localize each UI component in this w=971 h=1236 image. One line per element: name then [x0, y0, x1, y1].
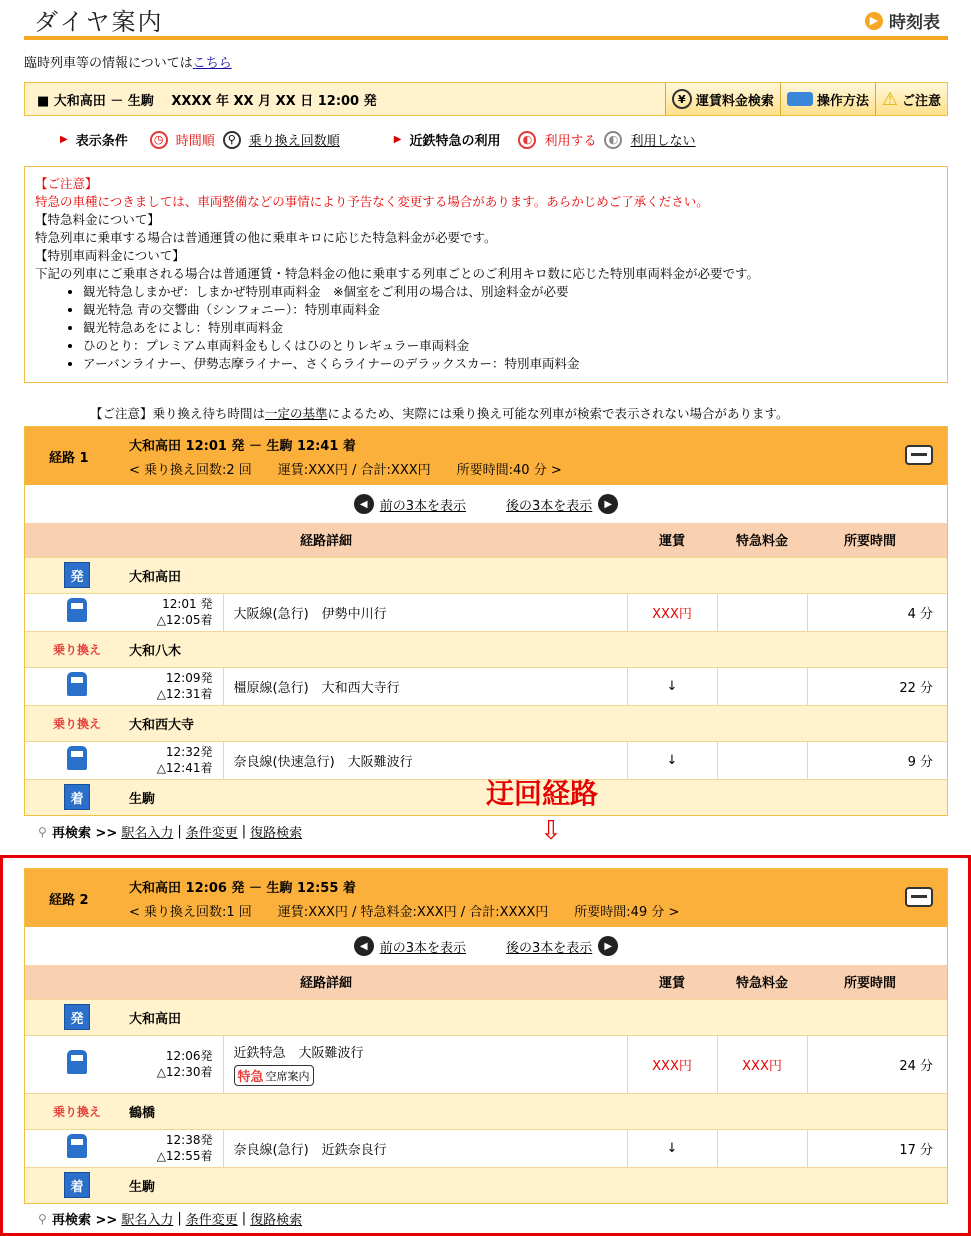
route-header: 経路 1 大和高田 12:01 発 － 生駒 12:41 着 < 乗り換え回数:2 回 運賃:XXX円 / 合計:XXX円 所要時間:40 分 >	[25, 427, 947, 485]
criteria-link[interactable]: 一定の基準	[265, 406, 328, 421]
route-table: 経路詳細 運賃 特急料金 所要時間 発 大和高田 12:06発 △12:30着 近鉄特急 大阪難波行 特急 空席案内 XXX円 XXX円 24 分 乗り換え 鶴橋 12:38発 △12:55着 奈良線(急行) 近鉄奈良行 ↓ 17 分 着 生駒	[25, 965, 947, 1203]
caution-box: 【ご注意】 特急の車種につきましては、車両整備などの事情により予告なく変更する場合があります。あらかじめご了承ください。 【特急料金について】 特急列車に乗車する場合は普通運賃の他に乗車キロに応じた特急料金が必要です。 【特別車両料金について】 下記の列車にご乗車される場合は普通運賃・特急料金の他に乗車する列車ごとのご利用キロ数に応じた特別車両料金が必要です。 • 観光特急しまかぜ：しまかぜ特別車両料金 ※個室をご利用の場合は、別途料金が必要 • 観光特急 青の交響曲（シンフォニー）：特別車両料金 • 観光特急あをによし：特別車両料金 • ひのとり：プレミアム車両料金もしくはひのとりレギュラー車両料金 • アーバンライナー、伊勢志摩ライナー、さくらライナーのデラックスカー：特別車両料金	[24, 166, 948, 383]
next-link[interactable]: 後の3本を表示	[506, 940, 593, 956]
list-item: • 観光特急 青の交響曲（シンフォニー）：特別車両料金	[83, 301, 937, 319]
walk-icon: ⚲	[223, 131, 241, 149]
table-row: 発 大和高田	[25, 557, 947, 593]
table-row: 12:09発 △12:31着 橿原線(急行) 大和西大寺行 ↓ 22 分	[25, 667, 947, 705]
transfer-icon: 乗り換え	[52, 716, 101, 731]
triangle-icon: ▶	[393, 134, 402, 145]
route-bar	[24, 82, 948, 116]
route-1	[24, 426, 948, 816]
fare-search-button[interactable]: ¥ 運賃料金検索	[665, 83, 780, 115]
page-title: ダイヤ案内	[34, 8, 164, 36]
train-icon	[67, 746, 87, 770]
option-use-express[interactable]: 利用する	[544, 134, 597, 149]
station-input-link[interactable]: 駅名入力	[121, 826, 174, 841]
train-icon	[67, 598, 87, 622]
express-icon: ◐	[518, 131, 536, 149]
next-icon[interactable]: ▶	[598, 936, 618, 956]
seat-availability-button[interactable]: 特急 空席案内	[234, 1065, 314, 1086]
prev-link[interactable]: 前の3本を表示	[379, 940, 466, 956]
arrive-icon: 着	[64, 784, 90, 810]
depart-icon: 発	[64, 1004, 90, 1030]
pager	[25, 927, 947, 965]
list-item: • 観光特急あをによし：特別車両料金	[83, 319, 937, 337]
howto-button[interactable]: 操作方法	[780, 83, 875, 115]
table-row: 12:06発 △12:30着 近鉄特急 大阪難波行 特急 空席案内 XXX円 XXX円 24 分	[25, 1035, 947, 1093]
train-icon	[67, 1050, 87, 1074]
depart-icon: 発	[64, 562, 90, 588]
next-link[interactable]: 後の3本を表示	[506, 498, 593, 514]
table-row: 乗り換え 大和西大寺	[25, 705, 947, 741]
caution-button[interactable]: ⚠ ご注意	[875, 83, 947, 115]
next-icon[interactable]: ▶	[598, 494, 618, 514]
research-bar: ⚲ 再検索 >> 駅名入力 | 条件変更 | 復路検索	[38, 824, 303, 841]
table-row: 12:38発 △12:55着 奈良線(急行) 近鉄奈良行 ↓ 17 分	[25, 1129, 947, 1167]
surcharge-list	[83, 283, 937, 373]
route-2	[24, 868, 948, 1204]
transfer-icon: 乗り換え	[52, 1104, 101, 1119]
return-search-link[interactable]: 復路検索	[250, 1213, 303, 1228]
triangle-icon: ▶	[60, 134, 68, 145]
page-header	[24, 0, 948, 40]
station-input-link[interactable]: 駅名入力	[121, 1213, 174, 1228]
prev-link[interactable]: 前の3本を表示	[379, 498, 466, 514]
arrow-right-icon: ▶	[865, 12, 883, 30]
no-express-icon: ◐	[604, 131, 622, 149]
yen-icon: ¥	[672, 89, 692, 109]
warning-icon: ⚠	[881, 88, 898, 110]
pin-icon: ⚲	[38, 1211, 47, 1226]
change-conditions-link[interactable]: 条件変更	[185, 826, 238, 841]
arrive-icon: 着	[64, 1172, 90, 1198]
clock-icon: ◷	[150, 131, 168, 149]
prev-icon[interactable]: ◀	[354, 936, 374, 956]
train-icon	[67, 672, 87, 696]
detour-label: 迂回経路	[486, 777, 599, 810]
display-conditions: ▶ 表示条件 ◷ 時間順 ⚲ 乗り換え回数順 ▶ 近鉄特急の利用 ◐ 利用する ◐ 利用しない	[60, 130, 696, 149]
wait-notice: 【ご注意】乗り換え待ち時間は一定の基準によるため、実際には乗り換え可能な列車が検索で表示されない場合があります。	[90, 406, 789, 421]
list-item: • アーバンライナー、伊勢志摩ライナー、さくらライナーのデラックスカー：特別車両料金	[83, 355, 937, 373]
table-row: 12:32発 △12:41着 奈良線(快速急行) 大阪難波行 ↓ 9 分	[25, 741, 947, 779]
option-no-express[interactable]: 利用しない	[630, 134, 696, 149]
return-search-link[interactable]: 復路検索	[250, 826, 303, 841]
list-item: • ひのとり：プレミアム車両料金もしくはひのとりレギュラー車両料金	[83, 337, 937, 355]
route-header: 経路 2 大和高田 12:06 発 － 生駒 12:55 着 < 乗り換え回数:1 回 運賃:XXX円 / 特急料金:XXX円 / 合計:XXXX円 所要時間:49 分 >	[25, 869, 947, 927]
table-row: 12:01 発 △12:05着 大阪線(急行) 伊勢中川行 XXX円 4 分	[25, 593, 947, 631]
print-icon[interactable]	[905, 887, 933, 907]
pager	[25, 485, 947, 523]
table-row: 乗り換え 鶴橋	[25, 1093, 947, 1129]
train-icon	[67, 1134, 87, 1158]
change-conditions-link[interactable]: 条件変更	[185, 1213, 238, 1228]
pin-icon: ⚲	[38, 824, 47, 839]
transfer-icon: 乗り換え	[52, 642, 101, 657]
option-time-order[interactable]: 時間順	[175, 134, 215, 149]
table-row: 着 生駒	[25, 1167, 947, 1203]
route-table: 経路詳細 運賃 特急料金 所要時間 発 大和高田 12:01 発 △12:05着 大阪線(急行) 伊勢中川行 XXX円 4 分 乗り換え 大和八木 12:09発 △12:31着 橿原線(急行) 大和西大寺行 ↓ 22 分 乗り換え 大和西大寺 12:32発 △12:41着 奈良線(快速急行) 大阪難波行 ↓ 9 分 着 生駒	[25, 523, 947, 815]
timetable-link[interactable]: ▶ 時刻表	[865, 8, 940, 33]
prev-icon[interactable]: ◀	[354, 494, 374, 514]
research-bar: ⚲ 再検索 >> 駅名入力 | 条件変更 | 復路検索	[38, 1211, 303, 1228]
table-row: 発 大和高田	[25, 999, 947, 1035]
table-row: 着 生駒	[25, 779, 947, 815]
down-arrow-icon: ⇩	[540, 816, 562, 846]
notice-link[interactable]: こちら	[192, 56, 232, 71]
table-row: 乗り換え 大和八木	[25, 631, 947, 667]
print-icon[interactable]	[905, 445, 933, 465]
train-icon	[787, 92, 813, 106]
option-transfer-order[interactable]: 乗り換え回数順	[248, 134, 340, 149]
list-item: • 観光特急しまかぜ：しまかぜ特別車両料金 ※個室をご利用の場合は、別途料金が必要	[83, 283, 937, 301]
route-summary: ■ 大和高田 － 生駒 XXXX 年 XX 月 XX 日 12:00 発	[37, 93, 377, 109]
temporary-train-notice: 臨時列車等の情報についてはこちら	[24, 56, 232, 71]
